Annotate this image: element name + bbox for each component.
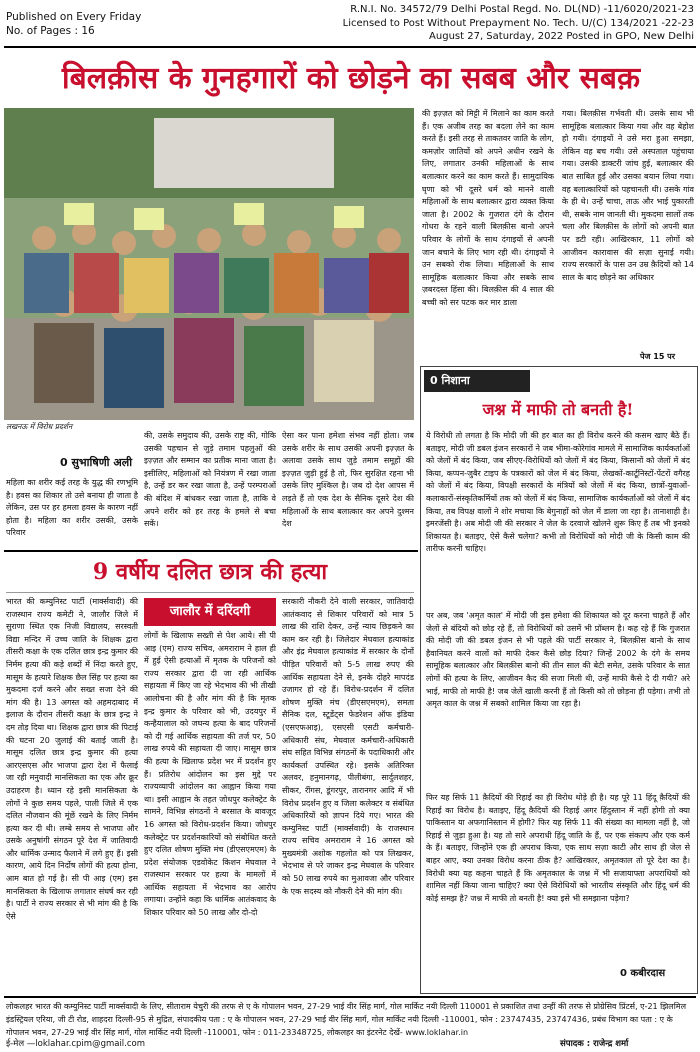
jalore-inset-label: जालौर में दरिंदगी (144, 598, 276, 626)
nishana-para-2-text: पर अब, जब 'अमृत काल' में मोदी जी इस हमेशा की शिकायत को दूर करना चाहते हैं और जेलों से बंदियों को छोड़ रहे हैं, तो विरोधियों को उसमें भी प्रॉब्लम है। कह रहे हैं कि गुजरात की मोदी जी की डबल इंजन से भी पहले की पार्टी सरकार ने, बिलक़ीस बानो के साथ हैवानियत करने वालों को माफी देकर कैसे छोड़ दिया? जिन्हें 2002 के दंगे के समय सामूहिक बलात्कार और बिलक़ीस बानो की तीन साल की बेटी समेत, उसके परिवार के सात लोगों की हत्या के लिए, आजीवन कैद की सजा मिली थी, उन्हें माफी कैसे दे दी गयी? अरे भाई, माफी तो माफी है! जब जेलें खाली करनी हैं तो किसी को तो छोड़ना ही पड़ेगा। तभी तो अमृत काल के जश्न में सबको शामिल किया जा रहा है। (426, 611, 690, 709)
license-line: Licensed to Post Without Prepayment No. Tech. U/(C) 134/2021 -22-23 (342, 17, 694, 29)
registration-line: R.N.I. No. 34572/79 Delhi Postal Regd. No. DL(ND) -11/6020/2021-23 (350, 4, 694, 15)
header-rule (4, 46, 696, 48)
main-col-3-text: ऐसा कर पाना हमेशा संभव नहीं होता। जब उसके शरीर के साथ उसकी अपनी इज़्ज़त के अलावा उसके साथ जुड़े तमाम समूहों की इज़्ज़त जुड़ी हुई है तो, फिर सुरक्षित रहना भी उसके लिए मुश्किल है। जब दो देश आपस में लड़ते हैं तो एक देश के सैनिक दूसरे देश की महिलाओं के साथ बलात्कार कर अपने दुश्मन देश (282, 431, 414, 529)
nishana-para-1 (426, 430, 690, 606)
main-byline: 0 सुभाषिणी अली (60, 456, 133, 469)
protest-photo-graphic (4, 108, 414, 420)
dalit-col-1-text: भारत की कम्युनिस्ट पार्टी (मार्क्सवादी) की राजस्थान राज्य कमेटी ने, जालौर जिले में सुराणा स्थित एक निजी विद्यालय, सरस्वती विद्या मन्दिर में उच्च जाति के शिक्षक द्वारा तीसरी कक्षा के एक दलित छात्र इन्द्र कुमार की निर्मम हत्या की कड़े शब्दों में निंदा करते हुए, मासूम के हत्यारे शिक्षक छैल सिंह पर हत्या का मुकदमा दर्ज करने और सख्त सजा देने की मांग की है। 13 अगस्त को अहमदाबाद में इलाज के दौरान तीसरी कक्षा के छात्र इन्द्र ने दम तोड़ दिया था। शिक्षक द्वारा छात्र की पिटाई की घटना 20 जुलाई की बताई जाती है। मासूम दलित छात्र इन्द्र कुमार की हत्या आरएसएस और भाजपा द्वारा देश में फैलाई जा रही मनुवादी मानसिकता का एक और क्रूर उदाहरण है। ध्यान रहे इसी मानसिकता के लोगों ने कुछ समय पहले, पाली जिले में एक दलित नौजवान की मूंछें रखने के लिए निर्मम हत्या कर दी थी। लम्बे समय से भाजपा और उसके अनुषांगी संगठन पूरे देश में जातिवादी और धार्मिक उन्माद फैलाने में लगे हुए हैं। इसी कारण, आये दिन निर्दोष लोगों की हत्या होना, आम बात हो गई है। सी पी आइ (एम) इस मानसिकता के खिलाफ लगातार संघर्ष कर रही है। पार्टी ने राज्य सरकार से भी मांग की है कि ऐसे (6, 597, 138, 921)
nishana-para-3 (426, 792, 690, 958)
dalit-col-2-text: लोगों के खिलाफ सख्ती से पेश आये। सी पी आइ (एम) राज्य सचिव, अमराराम ने हाल ही में हुई ऐसी हत्याओं में मृतक के परिजनों को राज्य सरकार द्वारा दी जा रही आर्थिक सहायता में किए जा रहे भेदभाव की भी तीखी आलोचना की है और मांग की है कि मृतक इन्द्र कुमार के परिवार को भी, उदयपुर में कन्हैयालाल को जघन्य हत्या के बाद परिजनों को दी गई आर्थिक सहायता की तर्ज पर, 50 लाख रुपये की सहायता दी जाए। मासूम छात्र की हत्या के खिलाफ प्रदेश भर में प्रदर्शन हुए हैं। प्रतिरोध आंदोलन का इस मुद्दे पर राज्यव्यापी आंदोलन का आह्वान किया गया था। इसी आह्वान के तहत जोधपुर कलेक्ट्रेट के सामने, विभिन्न संगठनों ने बरसात के बावजूद 16 अगस्त को विरोध-प्रदर्शन किया। जोधपुर कलेक्ट्रेट पर प्रदर्शनकारियों को संबोधित करते हुए दलित शोषण मुक्ति मंच (डीएसएमएम) के प्रदेश संयोजक एडवोकेट किशन मेघवाल ने राजस्थान सरकार पर हत्या के मामलों में आर्थिक सहायता में भेदभाव का आरोप लगाया। उन्होंने कहा कि धार्मिक आतंकवाद के शिकार परिवार को 50 लाख और दो-दो (144, 631, 276, 918)
dalit-rule (6, 592, 414, 593)
nishana-para-2 (426, 610, 690, 788)
main-col-1-text: महिला का शरीर कई तरह के युद्ध की रणभूमि है। हवस का शिकार तो उसे बनाया ही जाता है लेकिन, उस पर हर हमला हवस के कारण नहीं होता है। महिला का शरीर उसकी, उसके परिवार (6, 478, 138, 538)
dalit-col-3 (282, 596, 414, 992)
nishana-para-1-text: ये विरोधी तो लगता है कि मोदी जी की हर बात का ही विरोध करने की कसम खाए बैठे हैं। बताइए, मोदी जी डबल इंजन सरकारों ने जब भीमा-कोरेगांव मामले में सामाजिक कार्यकर्ताओं को जेलों में बंद किया, जब सीएए-विरोधियों को जेलों में बंद किया, किसानों को जेलों में बंद किया, कप्पन-जुबैर टाइप के पत्रकारों को जेल में बंद किया, लेखकों-कार्टूनिस्टों-पेंटरों वगैरह को जेलों में बंद किया, विपक्षी सरकारों के मंत्रियों को जेलों में बंद किया, छात्रों-युवाओं-कलाकारों-संस्कृतिकर्मियों तक को जेलों में बंद किया, सामाजिक कार्यकर्ताओं को जेलों में बंद किया, तब विपक्ष वालों ने शोर मचाया कि बेगुनाहों को जेल में डाला जा रहा है। तानाशाही है। इमरजेंसी है। अब मोदी जी की सरकार ने जेल के दरवाजे खोलने शुरू किए हैं तब भी इनको शिकायत है। बताइए, ऐसे कैसे चलेगा? कभी तो विरोधियों को मोदी जी के किसी काम की तारीफ करनी चाहिए। (426, 431, 690, 554)
dalit-col-1 (6, 596, 138, 992)
main-col-2 (144, 430, 276, 547)
masthead-right (300, 3, 694, 44)
main-col-1 (6, 477, 138, 547)
nishana-label: 0 निशाना (424, 370, 530, 392)
pages-line: No. of Pages : 16 (6, 25, 95, 37)
continued-note: पेज 15 पर (640, 352, 675, 361)
dalit-col-3-text: सरकारी नौकरी देने वाली सरकार, जातिवादी आतंकवाद से शिकार परिवारों को मात्र 5 लाख की राशि देकर, उन्हें न्याय छिड़कने का काम कर रही है। जिलेदार मेघवाल हत्याकांड और इंद्र मेघवाल हत्याकांड में सरकार के दोनों पीड़ित परिवारों को 5-5 लाख रुपए की आर्थिक सहायता देने से, इनके दोहरे मापदंड उजागर हो रहे हैं। विरोध-प्रदर्शन में दलित शोषण मुक्ति मंच (डीएसएमएम), समता सैनिक दल, स्टूडेंट्स फेडरेशन ऑफ इंडिया (एसएफआइ), एसएसी एसटी कर्मचारी-अधिकारी संघ, मेघवाल कर्मचारी-अधिकारी संघ सहित विभिन्न संगठनों के पदाधिकारी और कार्यकर्ता उपस्थित रहे। इसके अतिरिक्त अलवर, हनुमानगढ़, पीलीबंगा, सार्दुलशहर, सीकर, रींगस, डूंगरपुर, तारानगर आदि में भी विरोध प्रदर्शन हुए व जिला कलेक्टर व संबंधित अधिकारियों को ज्ञापन दिये गए। भारत की कम्युनिस्ट पार्टी (मार्क्सवादी) के राजस्थान राज्य सचिव अमराराम ने 16 अगस्त को मुख्यमंत्री अशोक गहलोत को पत्र लिखकर, भेदभाव से परे जाकर इन्द्र मेघवाल के परिवार को 50 लाख रुपये का मुआवजा और परिवार के एक सदस्य को नौकरी देने की मांग की। (282, 597, 414, 896)
date-line: August 27, Saturday, 2022 Posted in GPO, New Delhi (429, 31, 694, 42)
nishana-para-3-text: फिर यह सिर्फ 11 क़ैदियों की रिहाई का ही विरोध थोड़े ही है। यह पूरे 11 हिंदू क़ैदियों की रिहाई का विरोध है। बताइए, हिंदू क़ैदियों की रिहाई अगर हिंदुस्तान में नहीं होगी तो क्या पाकिस्तान या अफगानिस्तान में होगी? फिर यह सिर्फ 11 की संख्या का मामला नहीं है, जो रिहाई से जुड़ा हुआ है। यह तो सारे अपराधी हिंदू जाति के हैं, पर एक संकल्प और एक कर्म के हैं। बताइए, जिन्होंने एक ही अपराध किया, एक साथ सज़ा काटी और साथ ही जेल से बाहर आए, क्या उनका विरोध करना ठीक है? आखिरकार, अमृतकाल तो पूरे देश का है। विरोधी क्या यह कहना चाहते हैं कि अमृतकाल के जश्न में भी सजायाफ्ता अपराधियों को शामिल नहीं किया जाना चाहिए? क्या ऐसे विरोधियों को भारतीय संस्कृति और हिंदू धर्म की कोई समझ है? जश्न में माफी तो बनती है! क्या इसे भी समझाना पड़ेगा? (426, 793, 690, 903)
published-line: Published on Every Friday (6, 11, 142, 23)
footer-editor: संपादक : राजेन्द्र शर्मा (560, 1039, 629, 1049)
footer-rule (4, 996, 696, 998)
main-col-2-text: की, उसके समुदाय की, उसके राष्ट्र की, गोकि उसकी पहचान से जुड़े तमाम पहलुओं की इज़्ज़त और सम्मान का प्रतीक माना जाता है। इसीलिए, महिलाओं को नियंत्रण में रखा जाता है, उन्हें डर कर रखा जाता है, उन्हें परम्पराओं की बंदिश में बांधकर रखा जाता है, ताकि वे अपने शरीर को हर तरह के हमले से बचा सकें। (144, 431, 276, 529)
main-headline: बिलक़ीस के गुनहगारों को छोड़ने का सबब और सबक़ (61, 61, 641, 96)
protest-photo (4, 108, 414, 420)
main-col-4-text: की इज़्ज़त को मिट्टी में मिलाने का काम करते हैं। एक अजीब तरह का बदला लेने का काम करते हैं। इसी तरह से ताकतवर जाति के लोग, कमज़ोर जातियों को अपने अधीन रखने के लिए, लगातार उनकी महिलाओं के साथ बलात्कार करने का काम करते हैं। सामुदायिक घृणा को भी दूसरे धर्म को मानने वाली महिलाओं के साथ बलात्कार द्वारा व्यक्त किया जाता है। 2002 के गुजरात दंगे के दौरान गोधरा के रहने वाली बिलक़ीस बानो अपने परिवार के लोगों के साथ दंगाइयों से अपनी जान बचाने के लिए भाग रही थी। दंगाइयों ने उन सबको रोक लिया। महिलाओं के साथ सामूहिक बलात्कार किया और सबके साथ ज़बरदस्त हिंसा की। बिलक़ीस की 4 साल की बच्ची को सर पटक कर मार डाला (422, 109, 554, 307)
section-rule (4, 550, 418, 552)
dalit-headline: 9 वर्षीय दलित छात्र की हत्या (92, 559, 328, 585)
dalit-col-2 (144, 630, 276, 992)
main-col-3 (282, 430, 414, 547)
photo-caption: लखनऊ में विरोध प्रदर्शन (6, 422, 73, 431)
main-col-4 (422, 108, 554, 360)
masthead-left (6, 10, 141, 38)
footer-email: ई-मेल —loklahar.cpim@gmail.com (6, 1039, 146, 1049)
nishana-author: 0 कबीरदास (620, 968, 666, 979)
main-col-5-text: गया। बिलक़ीस गर्भवती थी। उसके साथ भी सामूहिक बलात्कार किया गया और वह बेहोश हो गयी। दंगाइयों ने उसे मरा हुआ समझा, लेकिन वह बच गयी। उसे अस्पताल पहुंचाया गया। उसकी डाक्टरी जांच हुई, बलात्कार की बात साबित हुई और उसका बयान लिया गया। वह बलात्कारियों को पहचानती थी। उसके गांव के ही थे। उन्हें चाचा, ताऊ और भाई पुकारती थी, सबके नाम जानती थी। मुकदमा सालों तक चला और बिलक़ीस के लोगों को अपनी बात पर डटी रही। आखिरकार, 11 लोगों को आजीवन कारावास की सज़ा सुनाई गयी। राज्य सरकारों के पास उन उम्र क़ैदियों को 14 साल के बाद छोड़ने का अधिकार (562, 109, 694, 282)
nishana-headline: जश्न में माफी तो बनती है! (482, 400, 634, 419)
footer-imprint-text: लोकलहर भारत की कम्युनिस्ट पार्टी मार्क्सवादी के लिए, सीताराम येचुरी की तरफ से ए के गोपालन भवन, 27-29 भाई वीर सिंह मार्ग, गोल मार्किट नयी दिल्ली 110001 से प्रकाशित तथा उन्हीं की तरफ से प्रोग्रेसिव प्रिंटर्स, ए-21 झिलमिल इंडस्ट्रियल एरिया, जी टी रोड, शाहदरा दिल्ली-95 से मुद्रित, संपादकीय पता : ए के गोपालन भवन, 27-29 भाई वीर सिंह मार्ग, गोल मार्किट नयी दिल्ली -110001, फोन : 23747435, 23747436, प्रबंध विभाग का पता : ए के गोपालन भवन, 27-29 भाई वीर सिंह मार्ग, गोल मार्किट नयी दिल्ली -110001, फोन : 011-23348725, लोकलहर का इंटरनेट देखें- www.loklahar.in (6, 1002, 687, 1037)
main-col-5 (562, 108, 694, 348)
footer-imprint (6, 1000, 696, 1039)
